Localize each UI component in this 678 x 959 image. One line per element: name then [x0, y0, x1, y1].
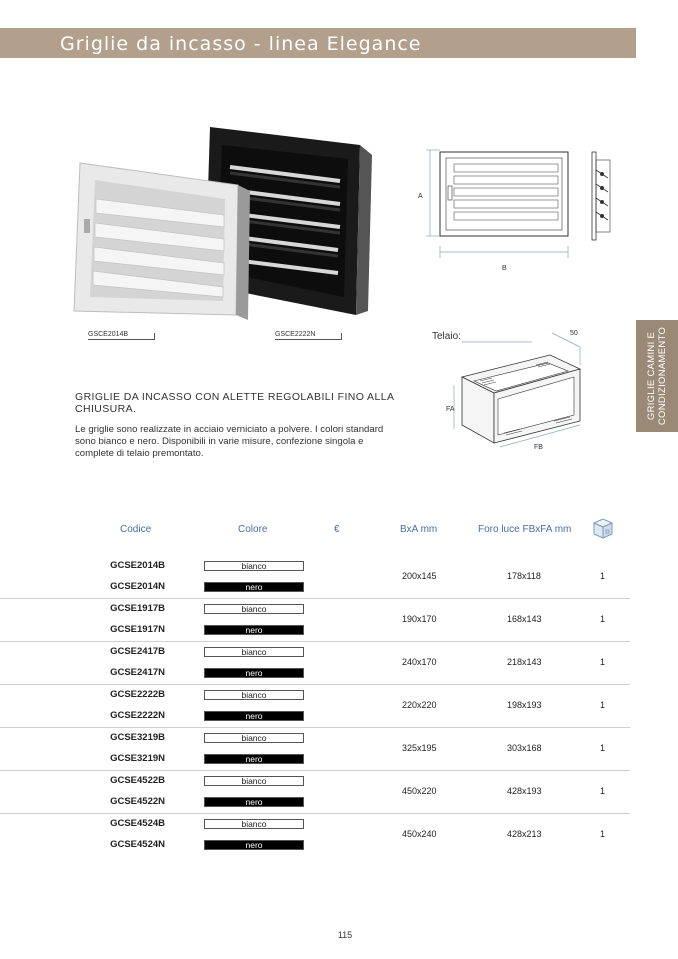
description-body: Le griglie sono realizzate in acciaio verniciato a polvere. I colori standard sono bianco e nero. Disponibili in varie misure, confezione singola e complete di telaio premontato.: [75, 424, 384, 460]
product-code: GCSE2014B: [110, 560, 165, 571]
color-swatch-white: bianco: [204, 690, 304, 700]
opening-value: 218x143: [507, 657, 542, 667]
section-tab-label: [636, 320, 678, 432]
product-code: GCSE4522N: [110, 796, 165, 807]
frame-depth-label: 50: [570, 330, 578, 337]
opening-value: 428x213: [507, 829, 542, 839]
product-code: GCSE2014N: [110, 581, 165, 592]
color-swatch-black: nero: [204, 668, 304, 678]
product-code: GCSE2417B: [110, 646, 165, 657]
product-code: GCSE2222B: [110, 689, 165, 700]
color-swatch-black: nero: [204, 625, 304, 635]
pack-qty: 1: [600, 786, 606, 796]
table-row: [0, 642, 678, 685]
section-tab-line2: CONDIZIONAMENTO: [657, 326, 668, 426]
opening-value: 168x143: [507, 614, 542, 624]
product-code: GCSE2417N: [110, 667, 165, 678]
dim-a-label: A: [418, 193, 423, 200]
pack-qty: 1: [600, 657, 606, 667]
photo-label-black: GSCE2222N: [275, 331, 341, 340]
color-swatch-black: nero: [204, 582, 304, 592]
color-swatch-white: bianco: [204, 604, 304, 614]
box-icon: [590, 515, 616, 541]
size-value: 450x240: [402, 829, 437, 839]
table-row: [0, 771, 678, 814]
section-tab-line1: GRIGLIE CAMINI E: [646, 331, 657, 421]
color-swatch-white: bianco: [204, 561, 304, 571]
product-code: GCSE2222N: [110, 710, 165, 721]
product-code: GCSE1917N: [110, 624, 165, 635]
color-swatch-white: bianco: [204, 733, 304, 743]
page-number: 115: [337, 930, 353, 940]
color-swatch-white: bianco: [204, 819, 304, 829]
column-header-color: Colore: [238, 524, 268, 535]
size-value: 450x220: [402, 786, 437, 796]
section-tab: [636, 320, 678, 432]
product-photo: [60, 115, 390, 335]
pack-qty: 1: [600, 614, 606, 624]
column-header-code: Codice: [120, 524, 152, 535]
size-value: 240x170: [402, 657, 437, 667]
column-header-price: €: [334, 524, 340, 535]
size-value: 200x145: [402, 571, 437, 581]
dim-b-label: B: [502, 265, 507, 272]
color-swatch-white: bianco: [204, 776, 304, 786]
front-technical-drawing: [410, 140, 625, 280]
color-swatch-white: bianco: [204, 647, 304, 657]
opening-value: 428x193: [507, 786, 542, 796]
table-row: [0, 685, 678, 728]
table-row: [0, 814, 678, 857]
pack-qty: 1: [600, 829, 606, 839]
opening-value: 198x193: [507, 700, 542, 710]
pack-qty: 1: [600, 571, 606, 581]
frame-technical-drawing: [440, 325, 640, 455]
pack-qty: 1: [600, 743, 606, 753]
table-row: [0, 556, 678, 599]
color-swatch-black: nero: [204, 711, 304, 721]
frame-label: Telaio:: [432, 331, 461, 342]
product-code: GCSE3219B: [110, 732, 165, 743]
opening-value: 178x118: [507, 571, 541, 581]
table-row: [0, 599, 678, 642]
page-title: Griglie da incasso - linea Elegance: [60, 33, 422, 55]
product-code: GCSE4524B: [110, 818, 165, 829]
column-header-opening: Foro luce FBxFA mm: [478, 524, 572, 535]
color-swatch-black: nero: [204, 840, 304, 850]
size-value: 190x170: [402, 614, 437, 624]
color-swatch-black: nero: [204, 754, 304, 764]
pack-qty: 1: [600, 700, 606, 710]
size-value: 325x195: [402, 743, 437, 753]
photo-label-white: GSCE2014B: [88, 331, 154, 340]
product-code: GCSE3219N: [110, 753, 165, 764]
description-title: GRIGLIE DA INCASSO CON ALETTE REGOLABILI FINO ALLA CHIUSURA.: [75, 391, 394, 415]
product-code: GCSE4524N: [110, 839, 165, 850]
opening-value: 303x168: [507, 743, 542, 753]
color-swatch-black: nero: [204, 797, 304, 807]
white-grille-image: [74, 163, 250, 320]
size-value: 220x220: [402, 700, 437, 710]
column-header-size: BxA mm: [400, 524, 438, 535]
product-code: GCSE4522B: [110, 775, 165, 786]
table-row: [0, 728, 678, 771]
frame-fa-label: FA: [446, 406, 455, 413]
product-code: GCSE1917B: [110, 603, 165, 614]
frame-fb-label: FB: [534, 444, 543, 451]
